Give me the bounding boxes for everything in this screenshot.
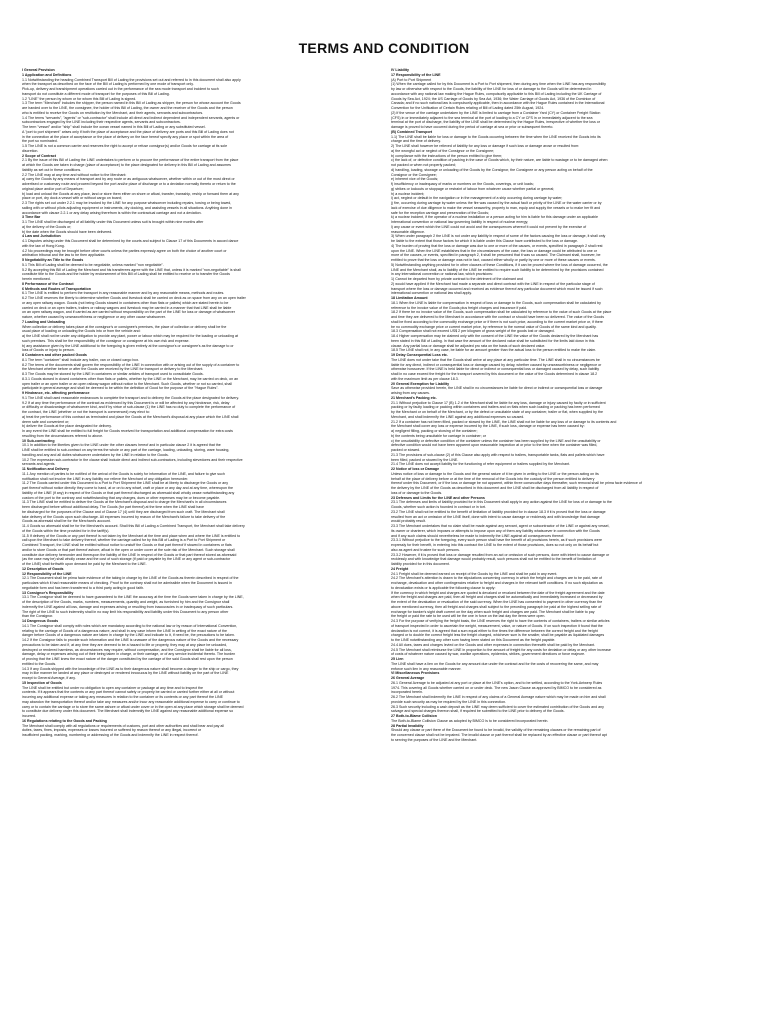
clause-text: 24.1 Freight shall be deemed earned on receipt of the Goods by the LINE and shall be paid in any event. (391, 571, 558, 576)
clause-text: been stated in this Bill of Lading. In that case the amount of the declared value shall be substituted for the limits laid down in this (391, 338, 595, 343)
clause-text: Unless notice of loss or damage to the Goods and the general nature of it be given in writing to the LINE or the person acting on its (391, 471, 599, 476)
clause-text: 2) would have applied if the Merchant had made a separate and direct contract with the LINE in respect of the particular stage of (391, 281, 595, 286)
clause-text: and/or to store Goods or that part thereof ashore, afloat in the open or under cover at the sole risk of the Merchant. Such storage shall (22, 547, 235, 552)
clause-text: behalf at the place of delivery before or at the time of the removal of the Goods into the custody of the person entitled to delivery (391, 476, 595, 481)
clause-text: negotiable form and has been transferred to a third party acting in good faith. (22, 585, 145, 590)
section-heading: 4 Law and Jurisdiction (22, 234, 61, 239)
clause-text: 18.2 If there be no invoice value of the Goods, such compensation shall be calculated by reference to the value of such Goods at the place (391, 310, 612, 315)
clause-text: of the description of the Goods, marks, numbers, measurements, quantity and weight, as furnished by him and the Consignor shall (22, 600, 230, 604)
clause-text: nature, whether caused by unseaworthiness or negligence or any other cause whatsoever. (22, 315, 166, 319)
clause-text: carry or to contain the carriage or to store the same ashore or afloat under cover or in the open at any place which storage shall be deemed (22, 704, 244, 709)
clause-text: 1.1) The LINE shall be liable for loss or damage to the Goods occurring between the time when the LINE received the Goods into its (391, 134, 601, 139)
clause-text: 24.5 The Merchant shall reimburse the LINE in proportion to the amount of freight for any costs for deviation or delay or any other increase (391, 647, 611, 652)
section-heading: 9 Hindrance, etc. affecting performance (22, 391, 90, 395)
clause-text: packed or stowed. (391, 448, 421, 452)
clause-text: constitute title to the Goods and the holder by endorsement of this Bill of Lading shall be entitled to receive or to transfer the Goods (22, 272, 230, 277)
clause-text: Convention for the Unification of Certain Rules relating of Bill of Lading dated 25th August, 1924. (391, 106, 545, 110)
clause-text: (as the case may be) shall wholly cease and the cost of such storage (if paid or payable by the LINE or any agent or sub-contractor (22, 557, 231, 562)
clause-text: 24.4 All dues, taxes and charges levied on the Goods and other expenses in connection therewith shall be paid by the Merchant. (391, 642, 596, 647)
clause-text: e) inherent vice of the Goods; (391, 177, 439, 182)
clause-text: The Both-to-Blame Collision Clause as adopted by BIMCO is to be considered incorporated herein. (391, 718, 549, 723)
clause-text: liability as set out in these conditions. (22, 167, 82, 172)
clause-text: Save as otherwise provided herein, the LINE shall in no circumstances be liable for direct or indirect or consequential loss or damage (391, 386, 603, 391)
clause-text: d) handling, loading, stowage or unloading of the Goods by the Consignor, the Consignee or any person acting on behalf of the (391, 167, 593, 172)
clause-text: liability of the LINE (if any) in respect of the Goods or that part thereof discharged as aforesaid shall wholly cease notwithstanding any (22, 490, 235, 495)
section-heading: 23 Defenses and Limits for the LINE and other Persons (391, 495, 485, 500)
clause-text: The LINE shall have a lien on the Goods for any amount due under the contract and for the costs of recovering the same, and may (391, 661, 599, 666)
clause-text: safe for the reception carriage and preservation of the Goods; (391, 210, 490, 215)
clause-text: 14.3 If any Goods shipped with the knowledge of the LINE as to their dangerous nature shall become a danger to the ship or cargo, they (22, 666, 239, 671)
clause-text: open trailer or an open trailer or an open railway wagon without notice to the Merchant. Such Goods, whether or not so carried, shall (22, 381, 232, 386)
clause-text: transport do not constitute a different mode of transport for the purposes of this Bill of Lading. (22, 91, 170, 96)
clause-text: Consignor or the Consignee; (391, 172, 437, 177)
clause-text: indemnify the LINE against all loss, damage and expenses arising or resulting from inaccuracies in or inadequacy of such particulars. (22, 604, 234, 609)
clause-text: The term "vessel" and/or "ship" shall include the ocean vessel named in this Bill of Lading or any substituted vessel. (22, 125, 206, 129)
clause-text: take delivery of the Goods upon such discharge. All expenses incurred by reason of the Merchant's failure to take delivery of the (22, 514, 226, 519)
clause-text: call upon the Merchant to take delivery thereof, whether the carriage called for by this Bill of Lading is a Port to Port Shipment or (22, 538, 226, 543)
section-heading: VI Miscellaneous Provisions (391, 671, 440, 676)
clause-text: contents. If it appears that the contents or any part thereof cannot safely or properly be carried or carried further either at all or without (22, 690, 235, 695)
clause-text: loss of Goods or injury to person. (22, 348, 75, 353)
clause-text: may abandon the transportation thereof and/or take any measures and/or incur any reasonable additional expense to carry or continue to (22, 699, 240, 704)
clause-text: shall in no case exceed the freight for the transport covered by this document or the value of the Goods determined in clause 18.2 (391, 372, 598, 376)
clause-text: If the currency in which freight and charges are quoted is devalued or revalued between the date of the freight agreement and the date (391, 590, 605, 595)
section-heading: 13 Consignor's Responsibility (22, 590, 74, 595)
clause-text: (1) When the carriage called for by this Document is a Port to Port shipment, then during any time when the LINE has any responsibility (391, 82, 606, 87)
clause-text: accordance with clause 2.2.1 or any delay arising therefrom is within the contractual carriage and not a deviation. (22, 210, 202, 215)
clause-text: usual place of loading or unloading the Goods into or from the vehicle and: (22, 329, 141, 334)
clause-text: to devaluation exists or is applicable the following clause to apply: (391, 585, 496, 590)
clause-text: k) a nuclear incident, if the operator of a nuclear installation or a person acting for him is liable for this damage under an applicable (391, 215, 598, 220)
clause-text: In any event the LINE shall be entitled to full freight for Goods received for transportation and additional compensation for extra costs (22, 429, 233, 433)
clause-text: the delivery by the LINE of the Goods as described in this document and the LINE shall be discharged from all liability in respect of (391, 486, 599, 490)
section-heading: 26 General Average (391, 676, 425, 680)
clause-text: c) the unsuitability or defective condition of the container unless the container has been supplied by the LINE and the unsuitability or (391, 438, 601, 443)
clause-text: 8.3.1 Goods stowed in closed containers other than flats or pallets, whether by the LINE or the Merchant, may be carried on deck, on an (22, 376, 239, 381)
section-heading: 14 Dangerous Goods (22, 619, 59, 623)
clause-text: Combined Transport, the LINE shall be entitled without notice to unstuff the Goods or that part thereof if stowed in containers or flats (22, 543, 232, 547)
clause-text: be liable to the extent that those factors for which it is liable under this Clause have contributed to the loss or damage. (391, 239, 578, 243)
clause-text: a) carry the Goods by any means of transport and by any route or as antiguous whatsoever, whether within or out of the most direct or (22, 177, 235, 182)
clause-text: servants and agents. (22, 462, 56, 467)
clause-text: and if any such claims should nevertheless be made to indemnify the LINE against all consequences thereof. (391, 533, 565, 538)
clause-text: precautions to be taken and if, at any time they are deemed to be a hazard to life or property, they may at any place be unloaded, (22, 642, 228, 647)
clause-text: above mentioned currency, then all freight and charges shall subject to the preceding paragraph be paid at the highest selling rate of (391, 604, 602, 609)
clause-text: deem safe and convenient or; (22, 419, 70, 424)
clause-text: 6.2 The LINE reserves the liberty to determine whether Goods and livestock shall be carried on deck as on space from any on an open trailer (22, 296, 246, 300)
clause-text: the extent of the devaluation or revaluation of the said currency. When the LINE has consented to payment in other currency than the (391, 600, 603, 604)
clause-text: The LINE does not under take that the Goods shall arrive at any place at any particular time. The LINE shall in no circumstances be (391, 357, 600, 362)
clause-text: The Merchant shall comply with all regulations or requirements of customs, port and other authorities and shall bear and pay all (22, 723, 224, 728)
clause-text: when the transport as described on the face of the Bill of Lading is performed by one mode of transport only. (22, 82, 194, 87)
clause-text: terminal at the port of discharge, the liability of the LINE shall be determined by the Hague Rules, irrespective of whether the loss or (391, 120, 600, 125)
clause-text: recklessly and with knowledge that damage would probably result, such persons shall not be entitled to the benefit of limitation of (391, 557, 596, 562)
clause-text: loss of or damage to the Goods. (391, 490, 443, 495)
clause-text: a) the delivery of the Goods or; (22, 224, 72, 229)
clause-text: (CFS) in or immediately adjacent to the sea terminal at the port of loading to a CY or CFS in or immediately adjacent to the sea (391, 115, 593, 120)
clause-text: 2.3 The rights set out under 2.2.1 may be invoked by the LINE for any purpose whatsoever including repairs, towing or being towed, (22, 201, 232, 205)
clause-text: b) the date when the Goods should have been delivered. (22, 229, 113, 234)
clause-text: than the Consignor. (22, 614, 54, 619)
section-heading: 17 Responsibility of the LINE (391, 72, 441, 77)
clause-text: to the LINE notwithstanding any other sum having been stated on this Document as the freight payable. (391, 638, 556, 642)
section-heading: 6 Methods and Routes of Transportation (22, 286, 91, 291)
section-heading: 7 Loading and Unloading (22, 319, 65, 324)
clause-text: charged or to double the correct freight less the freight charged, whichever sum is the smaller, shall be payable as liquidated damages (391, 633, 605, 638)
section-heading: (B) Combined Transport (391, 129, 433, 134)
clause-text: 18.3 Compensation shall not exceed US$ 2 per kilogram of gross weight of the goods lost or damaged. (391, 329, 555, 334)
clause-text: j) fire, occurring during carriage by water unless the fire was caused by the actual fault or privity of the LINE or the water carrier or by (391, 201, 602, 205)
clause-text: 23.3.2 However, if it is proved that loss or damage resulted from an act or omission of such persons, done with intent to cause damage or (391, 552, 610, 557)
section-heading: 5 Negotiability an Title to the Goods (22, 258, 84, 262)
clause-text: the concerned clause shall not be impaired. The invalid clause or part thereof shall be replaced by an effective clause or part thereof apt (391, 733, 607, 737)
clause-text: defective condition would not have been apparent upon reasonable inspection at or prior to the time when the container was filled, (391, 443, 598, 448)
clause-text: incurring any additional expense or taking any measures in relation to the container or its contents or any part thereof the LINE (22, 695, 223, 699)
section-heading: 18 Limitation Amount (391, 296, 428, 300)
clause-text: 8.1 The term "container" shall include any trailer, van or closed cargo box. (22, 357, 140, 362)
clause-text: except to General Average, if any. (22, 676, 76, 680)
clause-text: the port so nominated. (22, 139, 58, 144)
clause-text: packing or by faulty loading or packing within containers and trailers and on flats when such loading or packing has been performed (391, 405, 600, 410)
clause-text: 9.1 The LINE shall used reasonable endeavours to complete the transport and to delivery the Goods at the place designated for delivery. (22, 395, 240, 400)
clause-text: Goods, whether such action is founded in contract or in tort. (391, 505, 486, 509)
section-heading: 12 Description of Goods (22, 566, 64, 571)
section-heading: 19 Delay Consequential Loss etc. (391, 353, 448, 357)
clause-text: 4) The burden of proving that the loss or damage was due to one or more of the causes, or events, specified in paragraph 2 shall rest (391, 243, 603, 248)
clause-text: international convention or national law shall apply. (391, 291, 472, 296)
right-column (391, 68, 746, 1008)
clause-text: b) deliver the Goods at the place designated for delivery. (22, 424, 112, 429)
clause-text: or difficulty or disadvantage of whatsoever kind, and if by virtue of sub-clause (1) the LINE has no duty to complete the performance of (22, 405, 236, 410)
clause-text: a) the LINE shall not be under any obligation to provide any plant, power or labour which may be required for the loading or unloading at (22, 334, 238, 338)
clause-text: When collection or delivery takes place at the consignor's or consignee's premises, the place of collection or delivery shall be the (22, 324, 227, 329)
clause-text: b) the contents being unsuitable for carriage in container; or (391, 433, 486, 438)
clause-text: be discharged for the purposes of the Clause and of Clause 17 (4) until they are discharged from such craft. The Merchant shall (22, 509, 225, 514)
clause-text: the Merchant shall cover any loss or expense incurred by the LINE, if such loss, damage or expense has been caused by: (391, 424, 585, 429)
clause-text: with the maximum limit as per clause 18.3. (391, 376, 459, 381)
clause-text: Canada; and if no such national law is compulsorily applicable, then in accordance with the Hague Rules contained in the International (391, 101, 605, 106)
clause-text: 23.3 The Merchant undertakes that no claim shall be made against any servant, agent or subcontractor of the LINE or against any vessel, (391, 524, 610, 528)
clause-text: on an open railway wagon, and if carried as are carried without responsibility on the part of the LINE for loss or damage of whatsoever (22, 310, 235, 315)
terms-columns (22, 68, 746, 1008)
clause-text: 14.1 The Consignor shall comply with rules which are mandatory according to the national law or by reason of International Convention, (22, 623, 238, 628)
clause-text: may in like manner be landed at any place or destroyed or rendered innocuous by the LINE without liability on the part of the LINE (22, 671, 229, 676)
clause-text: accordance with any national law making the Hague Rules, compulsorily applicable to this Bill of Lading including the UK Carriage of (391, 91, 602, 96)
clause-text: not packed or when not properly packed; (391, 163, 456, 167)
clause-text: Goods as aforesaid shall be for the Merchant's account. (22, 519, 111, 524)
clause-text: 1974. This covering all Goods whether carried on or under deck. The new Jason Clause as approved by BIMCO to be considered as (391, 685, 602, 690)
clause-text: incorporated herein. (391, 690, 423, 695)
clause-text: such premises. This shall be the responsibility of the consignor or consignee at his own risk and expense. (22, 338, 190, 343)
section-heading: 10 Sub-contracting (22, 438, 55, 443)
clause-text: 18.1 When the LINE is liable for compensation in respect of loss or damage to the Goods, such compensation shall be calculated by (391, 300, 601, 305)
clause-text: by the Merchant or on behalf of the Merchant, or by the defect or unsuitable state of any container, trailer or flat, when supplied by the (391, 410, 603, 414)
clause-text: 1.3 The term "Merchant" includes the shipper, the person named in this Bill of Lading as shipper, the person for whose account the Goods (22, 101, 241, 106)
clause-text: also as agent and trustee for such persons. (391, 547, 460, 552)
clause-text: or any open railway wagon. Goods (not being Goods stowed in containers other than flats or pallets) which are stated herein to be (22, 300, 229, 305)
clause-text: danger before Goods of a dangerous nature are taken in charge by the LINE and indicate to it, if need be, the precautions to be taken. (22, 633, 235, 638)
clause-text: particulars which it had reasonable means of checking. Proof to the contrary shall not be admissible when the Document is issued in (22, 581, 232, 585)
clause-text: 11.2 The Goods carried under this Document to a Port to Port Shipment the LINE shall be at liberty to discharge the Goods or any (22, 481, 229, 486)
clause-text: a) negligent filling, packing or stowing of the container; (391, 429, 478, 433)
clause-text: (2) If the venue of the carriage undertaken by the LINE is limited to carriage from a Container Yard (CY) or Container Freight Station (391, 110, 601, 115)
clause-text: Pick-up, delivery and transhipment operations carried out in the performance of the sea mode transport and incident to such (22, 87, 219, 91)
clause-text: with the law of Hong Kong. (22, 243, 65, 248)
clause-text: its owner or charterer, which imposes or attempts to impose upon any of them any liability whatsoever in connection with the Goods (391, 528, 600, 533)
clause-text: a) the wrongful act or neglect of the Consignor or the Consignee; (391, 148, 495, 153)
section-heading: 16 Regulations relating to the Goods and Packing (22, 718, 107, 723)
clause-text: been filled, packed or stowed by the LINE. (391, 457, 459, 462)
clause-text: 13.1 The Consignor shall be deemed to have guaranteed to the LINE the accuracy at the time the Goods were taken in charge by the LINE, (22, 595, 244, 600)
page-title: TERMS AND CONDITION (298, 40, 470, 56)
clause-text: 21.4 The LINE does not accept liability for the functioning of refer equipment or trailers supplied by the Merchant. (391, 462, 571, 467)
clause-text: in any international convention or national law, which provisions: (391, 272, 493, 277)
clause-text: enforce such lien in any reasonable manner. (391, 666, 462, 671)
clause-text: 4.1 Disputes arising under this Document shall be determined by the courts and subject to Clause 17 of this Documents in accord dance (22, 239, 239, 243)
section-heading: 21 Merchant's Packing etc. (391, 395, 437, 400)
section-heading: 27 Both-to-Blame Collision (391, 714, 437, 718)
clause-text: 1.1 Notwithstanding the heading Combined Transport Bill of Lading the provisions set out and referred to in this document shall also apply (22, 77, 241, 82)
clause-text: 10.2 The expression sub-contractor in the clause shall include direct and indirect sub-contractors, including stevedores and their respective (22, 457, 243, 462)
clause-text: 9.2 If at any time the performance of the contract as evidenced by this Document is or will be affected by any hindrance, risk, delay (22, 400, 230, 405)
section-heading: 28 Partial Invalidity (391, 723, 424, 728)
section-heading: 25 Lien (391, 657, 404, 661)
clause-text: 23.1 The defenses and limits of liability provided for in this Document shall apply in any action against the LINE for loss of or damage to the (391, 500, 612, 505)
section-heading: 24 Freight (391, 566, 409, 571)
section-heading: 12 Responsibility of the LINE (22, 571, 72, 576)
clause-text: of transport inspected in order to ascertain the weight, measurement, value, or nature of Goods. If on such inspection it found that the (391, 623, 603, 628)
clause-text: destroyed or rendered harmless, as circumstances may require, without compensation, and the Consignor shall be liable for all loss, (22, 647, 232, 652)
clause-text: 6.1 The LINE is entitled to perform the transport in any reasonable manner and by any reasonable means, methods and routes. (22, 291, 225, 296)
clause-text: Should any clause or part there of the Document be found to be invalid, the validity of the remaining clauses or the remaining part of (391, 728, 601, 733)
clause-text: 21.3 The provisions of sub-clause (2) of this Clause also apply with respect to trailers, transportable tanks, flats and pallets which have (391, 452, 605, 457)
clause-text: reasonable diligence. (391, 229, 425, 234)
clause-text: handling and any and all duties whatsoever undertaken by the LINE in relation to the Goods. (22, 452, 169, 457)
clause-text: (A) Port to Port Shipment (391, 77, 432, 82)
clause-text: sailing with or without pilots adjusting equipment or instruments, dry docking, and assisting vessels in all situations. Anything done in (22, 205, 232, 210)
clause-text: 14.2 If the Consignor fails to provide such information and the LINE is unaware of the dangerous nature of the Goods and the necessary (22, 638, 239, 642)
clause-text: been discharged before without additional delay. The Goods (for part thereof) at the time when the LINE shall have (22, 505, 205, 509)
clause-text: advertised or customary route and proceed beyond the port and/or place of discharge or to a deviation normally thereto or return to the (22, 182, 236, 186)
clause-text: The LINE shall be entitled but under no obligation to open any container or package at any time and to inspect the (22, 685, 204, 690)
clause-text: 1.2 "LINE" the person by whom or for whom this Bill of Lading is signed. (22, 96, 137, 101)
clause-text: 18.4 Higher compensation may be claimed only with the consent of the LINE the value of the Goods declared by the Merchant has (391, 334, 599, 338)
clause-text: g) strikes or lockouts or stoppage or restraint of labour from whatever cause whether partial or general; (391, 186, 555, 191)
clause-text: The right of the LINE to such indemnity shall in no way limit his responsibility and liability under this Document to any person other (22, 609, 229, 614)
section-heading: 15 Inspection of Goods (22, 680, 62, 685)
clause-text: of the Goods within the time provided for in the tariff(s). (22, 528, 110, 533)
clause-text: 4.2 No proceedings may be brought before other courts unless the parties expressly agree on both the choice of another court or (22, 248, 227, 253)
clause-text: 11.1 Any mention of parties to be notified of the arrival of the Goods is solely for information of the LINE, and failure to give such (22, 471, 225, 476)
clause-text: b) any assistance given by the LINE additional to the foregoing is given entirely at the consignor's or consignee's as the damage to or (22, 343, 234, 348)
clause-text: liability provided for in this document. (391, 562, 450, 566)
clause-text: 11.5 If delivery of the Goods or any part thereof is not taken by the Merchant at the time and place when and where the LINE is entitled to (22, 533, 241, 538)
clause-text: of proving that the LINE knew the exact nature of the danger constituted by the carriage of the said Goods shall rest upon the person (22, 657, 233, 661)
clause-text: 11.4 Goods so aforesaid shall be for the Merchant's account. Shall this Bill of Lading a Combined Transport, the Merchant shall take delivery (22, 524, 245, 528)
clause-text: 21.2 If a container has not been filled, packed or stowed by the LINE, the LINE shall not be liable for any loss of or damage to its contents and (391, 419, 617, 424)
clause-text: by law or otherwise with respect to the Goods, the liability of the LINE for loss of or damage to the Goods will be determined in (391, 87, 592, 91)
clause-text: to serving the purposes of the LINE and the Merchant. (391, 737, 478, 742)
section-heading: 8 Containers and other packed Goods (22, 353, 87, 357)
clause-text: original place and/or port of Departure; (22, 186, 84, 191)
clause-text: participate in general average and shall be deemed to be within the definition of Good for the purpose of the "Hague Rules". (22, 386, 219, 391)
clause-text: provide such security as may be required by the LINE in this connection. (391, 699, 507, 704)
section-heading: I General Provision (22, 68, 55, 72)
clause-text: 24.2 The Merchant's attention is drawn to the stipulations concerning currency in which the freight and charges are to be paid, rate of (391, 576, 602, 581)
clause-text: liable for any direct, indirect or consequential loss or damage caused by delay, whether caused by unseaworthiness or negligence or (391, 362, 602, 367)
clause-text: exchange for banker's sight draft current on the day when such freight and charges are paid. The Merchant shall be liable to pay (391, 609, 595, 614)
clause-text: charge and the time of delivery. (391, 139, 441, 144)
clause-text: duties, taxes, fines, imposts, expenses or losses incurred or suffered by reason thereof or any illegal, incorrect or (22, 728, 202, 733)
clause-text: to constitute due delivery under this document. The Merchant shall indemnify the LINE against any reasonable additional expense so (22, 709, 234, 714)
clause-text: damage, delay or expenses arising out of their being taken in charge, or their carriage, or of any service incidental thereto. The burden (22, 652, 236, 657)
clause-text: resulted from an act or omission of the LINE itself, done with intent to cause damage or recklessly and with knowledge that damage (391, 514, 600, 519)
clause-text: 26.2 The Merchant shall indemnify the LINE in respect of any claims of a General Average nature which may be made on him and shall (391, 695, 606, 699)
clause-text: 1.5 The LINE is not a common carrier and reserves the right to accept or refuse consignor(s) and/or Goods for carriage at its sole (22, 144, 228, 148)
clause-text: 5.1 This Bill of Lading shall be deemed to be negotiable, unless marked "non negotiable". (22, 262, 164, 267)
clause-text: shall be fixed according to the commodity exchange price or if there is not such price, according to the current market price or, if there (391, 319, 603, 324)
clause-text: incurred. (22, 714, 36, 718)
clause-text: a) treat the performance of this contract as terminated and place the Goods at the Merchant's disposal at any place which the LINE shall (22, 414, 239, 419)
clause-text: who is entitled to receive the Goods on restitution by the Merchant, and their agents, servants and subcontractors. (22, 110, 204, 115)
clause-text: 3) When under paragraph 2 the LINE is not under any liability in respect of some of the factors causing the loss or damage, it shall only (391, 234, 606, 239)
clause-text: subcontractors engaged by the LINE including their respective agents, servants and subcontractors. (22, 120, 181, 125)
clause-text: and time they are delivered to the Merchant in accordance with the contract or should have been so delivered. The value of the Goods (391, 315, 605, 319)
section-heading: 1 Application and Definitions (22, 72, 72, 77)
clause-text: 8.3 The Goods may be stowed by the LINE in containers or similar articles of transport used to consolidate Goods. (22, 372, 204, 376)
clause-text: of the LINE) shall forthwith upon demand be paid by the Merchant to the LINE. (22, 562, 147, 566)
clause-text: 2.1 By the issue of this Bill of Lading the LINE undertakes to perform or to procure the performance of the entire transport from the place (22, 158, 239, 163)
clause-text: entitled to prove that the loss or damage was not in fact, caused either wholly or partly by one or more of these causes or events. (391, 258, 596, 262)
clause-text: 1.4 The terms "servants", "agents" or "sub-contractor" shall include all direct and indirect dependent and independent servants, agents or (22, 115, 240, 120)
clause-text: relating to the carriage of Goods of a dangerous nature, and shall in any case inform the LINE in writing of the exact nature of the (22, 628, 227, 633)
clause-text: part thereof without notice directly they come to hand, at or on to any wharf, craft or place or any day and at any time, whereupon the (22, 486, 233, 490)
section-heading: IV Liability (391, 68, 409, 72)
clause-text: exchange, devaluation and other contingencies relative to freight and charges in the relevant tariff conditions. If no such stipulation as (391, 581, 603, 585)
clause-text: insufficient packing, marking, numbering or addressing of the Goods and indemnify the LINE in respect thereof. (22, 733, 199, 737)
clause-text: the freight or paid the rate to be used will be the one in force on the last day the items were open. (391, 614, 546, 619)
clause-text: LINE and the Merchant shall, as to liability of the LINE be entitled to require such liability to be determined by the provisions contained (391, 267, 604, 272)
clause-text: clause. Any partial loss or damage shall be adjusted pro rata on the basis of such declared value. (391, 343, 546, 348)
clause-text: entitled to the Goods. (22, 661, 57, 666)
section-heading: 20 General Exemption for Liability (391, 381, 450, 386)
clause-text: 11.3 The LINE shall be entitled to deliver the Goods at the Merchant's disposal and to charge the Merchant's in all circumstances (22, 500, 227, 505)
clause-text: b) load and unload the Goods at any place, land or store them either on shore or afloat, transfer, transship, reship or forward them at any (22, 191, 239, 196)
clause-text: arbitration tribunal and the law to be then applicable. (22, 253, 106, 258)
clause-text: Merchant, and shall indemnify the LINE against any additional expenses so caused. (391, 414, 525, 419)
clause-text: 24.3 For the purpose of verifying the freight basis, the LINE reserves the right to have the contents of containers, trailers or similar articles (391, 619, 610, 623)
clause-text: at which the Goods are taken in charge (place of acceptance) to the place designated for delivery in this Bill of Lading and assumes (22, 163, 231, 167)
section-heading: 2 Scope of Contract (22, 153, 56, 158)
clause-text: 26.1 General Average to be adjusted at any port or place at the LINE's option, and to be settled, according to the York-Antwerp Rules (391, 680, 603, 685)
clause-text: 26.3 Such security including a cash deposit as the LINE may deem sufficient to cover the estimated contribution of the Goods and any (391, 704, 604, 709)
clause-text: notification shall not involve the LINE in any liability nor relieve the Merchant of any obligation hereunder. (22, 476, 189, 481)
clause-text: upon the LINE. When the LINE establishes that in the circumstances of the case, the loss or damage could be attributed to one or (391, 248, 597, 253)
clause-text: International convention or national law governing liability in respect of nuclear energy; (391, 220, 529, 224)
clause-text: 1) Cannot be departed from by private contract to the detriment of the claimant and (391, 277, 523, 281)
clause-text: 10.1 In addition to the liberties given to the LINE under the other clauses hereof and in particular clause 2 it is agreed that the (22, 443, 221, 448)
clause-text: 12.1 The Document shall be prima facie evidence of the taking in charge by the LINE of the Goods as therein described in respect of the (22, 576, 239, 581)
clause-text: otherwise howsoever. If the LINE is held liable for direct or indirect or consequential loss or damaged caused by delay, such liability (391, 367, 600, 372)
clause-text: 23.3.1 Without prejudice to the foregoing, every such person shall have the benefit of all provisions herein, as if such provisions were (391, 538, 602, 543)
clause-text: 5.2 By accepting this Bill of Lading the Merchant and his transferees agree with the LINE that, unless it is marked "non-negotiable" is shall (22, 267, 241, 272)
left-column (22, 68, 377, 1008)
clause-text: b) compliance with the instructions of the person entitled to give them; (391, 153, 503, 158)
clause-text: in the connection at the place of acceptance or the place of delivery on the face hereof specify any place or spot within the area of (22, 134, 229, 139)
clause-text: 21.1 Without prejudice to Clause 17 (B) 1.2 d the Merchant shall be liable for any loss, damage or injury caused by faulty or in sufficient (391, 400, 606, 405)
clause-text: arising from any causes. (391, 391, 430, 395)
clause-text: declaration is not correct, it is agreed that a sum equal either to five times the difference between the correct freight and the freight (391, 628, 598, 633)
clause-text: c) the lack of, or defective condition of packing in the case of Goods which, by their nature, are liable to wastage or to be damaged when (391, 158, 608, 163)
clause-text: thereof under this Document, or if the loss or damage be not apparent, within three consecutive days thereafter, such removal shall be prima facie evidence of (391, 481, 642, 486)
clause-text: transport where the loss or damage occurred and received as evidence thereof any particular document which must be issued if such (391, 286, 603, 291)
clause-text: salvage and special charges thereon shall, if required be submitted to the LINE prior to delivery of the Goods. (391, 709, 565, 714)
clause-text: 8.2 The terms of the documents shall govern the responsibility of the LINE in connection with or arising out of the supply of a container to (22, 362, 240, 367)
clause-text: Goods by Sea Act, 1924; the US Carriage of Goods by Sea Act, 1936; the Water Carriage of Goods Act, 1936 of the Dominion of (391, 96, 596, 101)
clause-text: when the freight and charges are paid, then all freight and charges shall be automatically and immediately increased or decreased by (391, 595, 603, 600)
clause-text: constitute due delivery hereunder and thereupon the liability of the LINE in respect of the Goods or that part thereof stored as aforesaid (22, 552, 237, 557)
clause-text: l) any cause or event which the LINE could not avoid and the consequences whereof it could not prevent by the exercise of (391, 224, 587, 229)
clause-text: expressly for their benefit, in entering into this contract the LINE to the extent of those provisions, does so not only on its behalf but (391, 543, 599, 547)
clause-text: of costs of whatever nature caused by war, warlike operations, epidemics, strikes, government directions or force majeure. (391, 652, 586, 657)
section-heading: 3 Time Bar (22, 215, 41, 220)
clause-text: be no commodity exchange price or current market price, by reference to the normal value of Goods of the same kind and quality. (391, 324, 597, 329)
clause-text: 2.2 The LINE may at any time and without notice to the Merchant: (22, 172, 127, 177)
clause-text: lack of exercise of due diligence to make the vessel seaworthy, properly to man, equip and supply the vessels or to make her fit and (391, 205, 601, 210)
clause-text: reference to the invoice value of the Goods plus freight charges and insurance if paid. (391, 305, 528, 310)
clause-text: carried on deck or an open trailers, trailers or railway wagons and livestock may be carried in a manner that that LINE shall be liable (22, 305, 232, 310)
clause-text: 5) Notwithstanding anything provided for in other clauses of these Conditions, if it can be proved where the loss of damage occurred, the (391, 262, 608, 267)
clause-text: f) insufficiency or inadequacy of marks or numbers on the Goods, coverings, or unit loads; (391, 182, 534, 186)
clause-text: 3.1 The LINE shall be discharged of all liability under this Document unless suit is brought within nine months after (22, 220, 204, 224)
clause-text: damage is proved to have occurred during the period of carriage at sea or prior or subsequent thereto. (391, 125, 554, 129)
clause-text: 2) The LINE shall however be relieved of liability for any loss or damage if such loss or damage arose or resulted from: (391, 144, 580, 148)
clause-text: LINE shall be entitled to sub-contract on any terms the whole or any part of the carriage, loading, unloading, storing, ware housing, (22, 448, 230, 452)
clause-text: h) a nuclear incident; (391, 191, 425, 196)
clause-text: i) act, neglect or default in the navigation or in the management of a ship occurring during carriage by water; (391, 196, 563, 201)
clause-text: herein mentioned. (22, 277, 51, 281)
clause-text: 23.2 The LINE shall not be entitled to the benefit of limitation of liability provided for in clause 18.3 if it is proved that the loss or damage (391, 509, 606, 514)
clause-text: the Merchant whether before or after the Goods are received by the LINE for transport or delivery to the Merchant. (22, 367, 204, 372)
clause-text: custom of the port to the contrary and notwithstanding that any charges, dues or other expenses may be or become payable. (22, 495, 221, 500)
clause-text: the contract, the LINE (whether or not the transport is commenced) may elect to: (22, 410, 150, 414)
section-heading: 11 Notification and Delivery (22, 467, 69, 471)
clause-text: A "port to port shipment" arises only if both the place of acceptance and the place of delivery are ports and this Bill of Lading does not (22, 129, 234, 134)
clause-text: discretion. (22, 148, 39, 153)
section-heading: 22 Notice of loss or Damage (391, 467, 440, 471)
clause-text: 18.5 The LINE shall not, in any case, be liable for an amount greater than the actual loss to the person entitled to make the claim. (391, 348, 597, 353)
clause-text: would probably result. (391, 519, 426, 524)
clause-text: more of the causes, or events, specified in paragraph 2, it shall be presumed that it was so caused. The Claimant shall, however, be (391, 253, 601, 258)
clause-text: place or port, dry dock a vessel with or without cargo on board; (22, 196, 122, 201)
section-heading: II Performance of the Contract (22, 281, 74, 286)
clause-text: resulting from the circumstances referred to above. (22, 433, 104, 438)
clause-text: are handed over to the LINE, the consignee, the holder of this Bill of Lading, the owner and the receiver of the Goods and the person (22, 106, 233, 110)
